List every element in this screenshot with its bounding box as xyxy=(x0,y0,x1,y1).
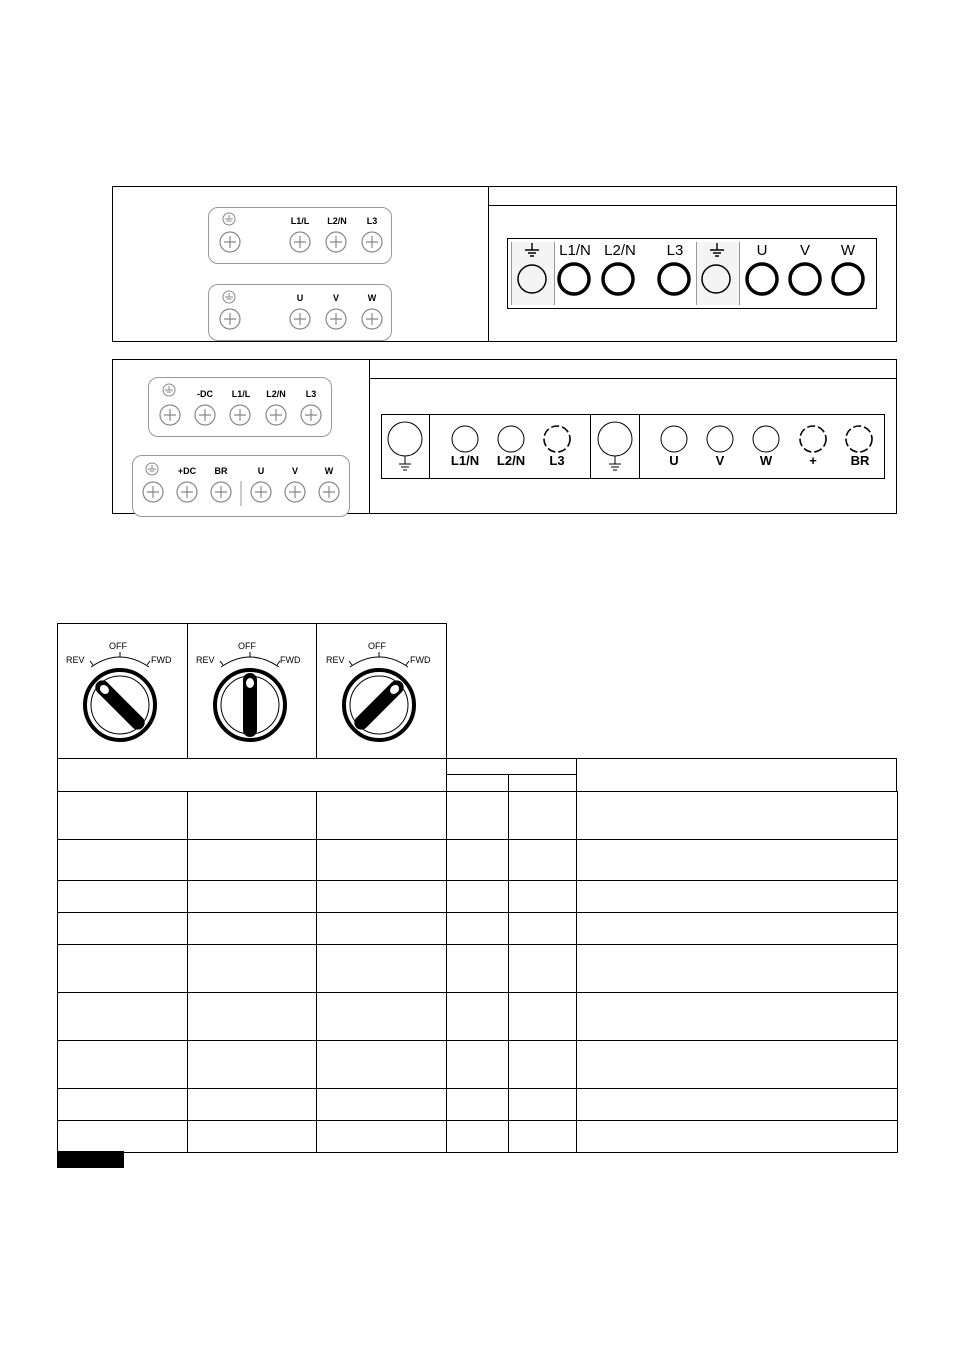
terminal-label: L1/N xyxy=(559,242,591,259)
table-row xyxy=(58,945,898,993)
selector-switch-off xyxy=(187,623,317,759)
table-row xyxy=(58,1041,898,1089)
table-row xyxy=(58,913,898,945)
terminal-label: U xyxy=(669,453,679,468)
panel-1-right-header-line xyxy=(488,205,897,206)
screw-row xyxy=(208,229,408,259)
earth-icon xyxy=(222,212,236,226)
terminal-holes xyxy=(507,262,877,302)
table-header-sub-1 xyxy=(446,774,509,792)
terminal-label: L3 xyxy=(549,453,565,468)
terminal-label: U xyxy=(257,466,265,476)
earth-icon xyxy=(709,243,725,259)
switch-label-fwd: FWD xyxy=(280,655,301,665)
switch-label-off: OFF xyxy=(238,641,256,651)
terminal-label: W xyxy=(840,242,856,259)
terminal-label: L2/N xyxy=(327,216,347,226)
selector-switch-rev xyxy=(57,623,188,759)
panel-1-divider xyxy=(488,186,489,342)
terminal-label: L1/L xyxy=(290,216,310,226)
panel-2-divider xyxy=(369,359,370,514)
switch-label-off: OFF xyxy=(368,641,386,651)
terminal-label: U xyxy=(756,242,768,259)
switch-label-fwd: FWD xyxy=(410,655,431,665)
terminal-label: V xyxy=(715,453,725,468)
terminal-label: W xyxy=(324,466,334,476)
earth-icon xyxy=(524,243,540,259)
terminal-label: L3 xyxy=(666,242,684,259)
terminal-label: L3 xyxy=(305,389,317,399)
terminal-label: V xyxy=(332,293,339,303)
terminal-label: L3 xyxy=(366,216,378,226)
switch-label-rev: REV xyxy=(66,655,85,665)
screw-row xyxy=(148,401,348,431)
table-header-sub-2 xyxy=(508,774,577,792)
terminal-label: + xyxy=(809,453,817,468)
earth-icon xyxy=(145,462,159,476)
terminal-label: W xyxy=(367,293,377,303)
terminal-label: L2/N xyxy=(266,389,286,399)
terminal-label: L1/L xyxy=(231,389,251,399)
table-row xyxy=(58,840,898,881)
terminal-label: L1/N xyxy=(450,453,480,468)
table-row xyxy=(58,1089,898,1121)
terminal-label: -DC xyxy=(197,389,213,399)
table-header-group xyxy=(446,758,577,775)
terminal-label: V xyxy=(799,242,810,259)
earth-icon xyxy=(162,383,176,397)
table-row xyxy=(58,1121,898,1153)
switch-table-body xyxy=(57,791,898,1153)
terminal-label: V xyxy=(291,466,298,476)
screw-row xyxy=(132,478,352,508)
note-marker xyxy=(57,1151,124,1168)
screw-row xyxy=(208,306,408,336)
switch-label-fwd: FWD xyxy=(151,655,172,665)
switch-label-rev: REV xyxy=(196,655,215,665)
earth-icon xyxy=(222,290,236,304)
switch-label-off: OFF xyxy=(109,641,127,651)
table-row xyxy=(58,881,898,913)
terminal-label: U xyxy=(296,293,304,303)
terminal-label: +DC xyxy=(177,466,197,476)
panel-2-right-header-line xyxy=(369,378,897,379)
terminal-label: L2/N xyxy=(496,453,526,468)
table-header-switch xyxy=(57,758,447,792)
terminal-label: BR xyxy=(850,453,870,468)
terminal-label: W xyxy=(759,453,773,468)
table-row xyxy=(58,792,898,840)
terminal-label: L2/N xyxy=(604,242,636,259)
table-row xyxy=(58,993,898,1041)
table-header-description xyxy=(576,758,897,792)
terminal-label: BR xyxy=(214,466,228,476)
switch-label-rev: REV xyxy=(326,655,345,665)
selector-switch-fwd xyxy=(316,623,447,759)
